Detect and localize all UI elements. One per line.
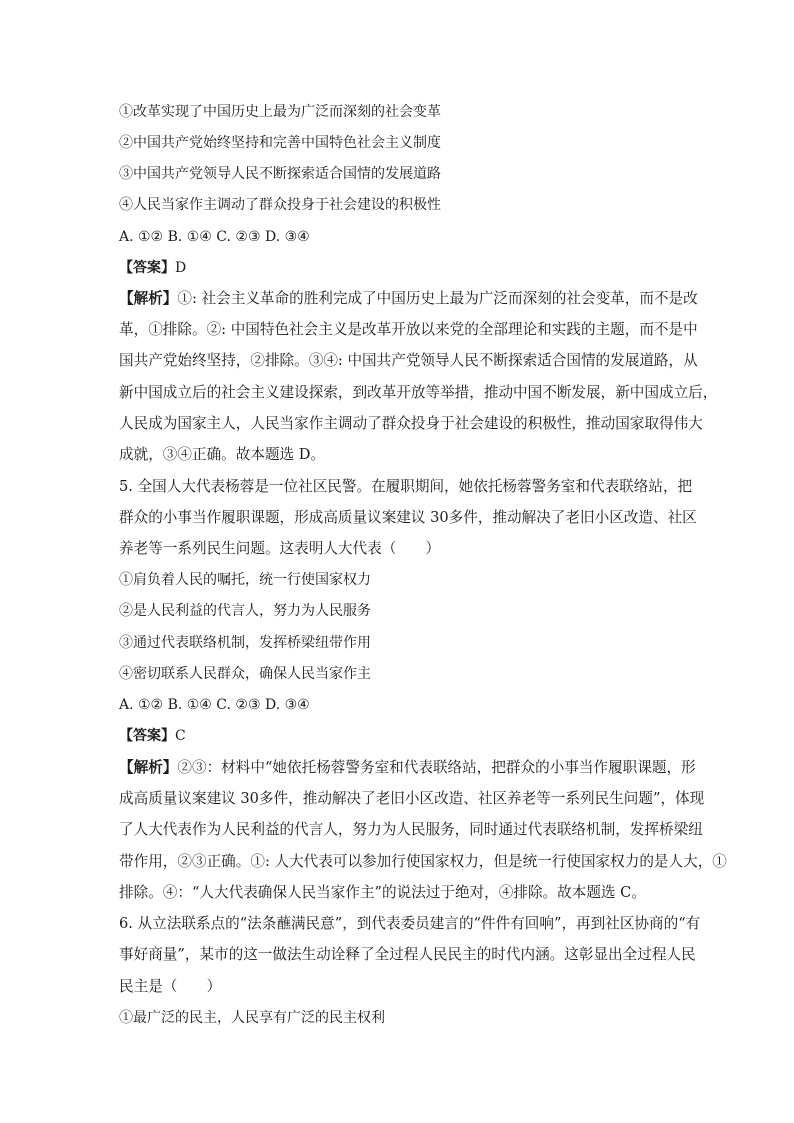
q4-analysis-line-3: 国共产党始终坚持，②排除。③④: 中国共产党领导人民不断探索适合国情的发展道路，从: [119, 352, 698, 369]
q5-option-1: ①肩负着人民的嘱托，统一行使国家权力: [119, 572, 371, 588]
analysis-tag: 【解析】: [119, 759, 178, 776]
q4-option-2: ②中国共产党始终坚持和完善中国特色社会主义制度: [119, 135, 441, 151]
q6-stem-line-1: 6. 从立法联系点的“法条蘸满民意”，到代表委员建言的“件件有回响”，再到社区协商的“有: [119, 915, 701, 932]
q4-option-1: ①改革实现了中国历史上最为广泛而深刻的社会变革: [119, 104, 441, 120]
q4-analysis-line-4: 新中国成立后的社会主义建设探索，到改革开放等举措，推动中国不断发展，新中国成立后，: [119, 384, 718, 401]
q5-stem-line-1: 5. 全国人大代表杨蓉是一位社区民警。在履职期间，她依托杨蓉警务室和代表联络站，把: [119, 478, 693, 495]
q4-analysis-line-1: [119, 291, 698, 307]
q5-stem-line-3: 养老等一系列民生问题。这表明人大代表（ ）: [119, 540, 441, 557]
q4-option-4: ④人民当家作主调动了群众投身于社会建设的积极性: [119, 197, 441, 213]
q5-analysis-line-4: 带作用，②③正确。①: 人大代表可以参加行使国家权力，但是统一行使国家权力的是人大，①: [119, 853, 727, 870]
q6-option-1: ①最广泛的民主，人民享有广泛的民主权利: [119, 1010, 385, 1026]
q4-answer: [119, 260, 186, 276]
q5-option-2: ②是人民利益的代言人，努力为人民服务: [119, 603, 371, 619]
q6-stem-line-2: 事好商量”，某市的这一做法生动诠释了全过程人民民主的时代内涵。这彰显出全过程人民: [119, 946, 696, 963]
q6-stem-line-3: 民主是（ ）: [119, 978, 222, 995]
answer-tag: 【答案】: [119, 260, 175, 276]
answer-tag: 【答案】: [119, 728, 175, 744]
analysis-tag: 【解析】: [119, 290, 178, 307]
answer-value: C: [175, 728, 186, 744]
q4-choices: A. ①② B. ①④ C. ②③ D. ③④: [119, 229, 310, 245]
q5-analysis-line-3: 了人大代表作为人民利益的代言人，努力为人民服务，同时通过代表联络机制，发挥桥梁纽: [119, 821, 703, 838]
q4-option-3: ③中国共产党领导人民不断探索适合国情的发展道路: [119, 166, 441, 182]
q4-analysis-line-2: 革，①排除。②: 中国特色社会主义是改革开放以来党的全部理论和实践的主题，而不是中: [119, 321, 698, 338]
q4-analysis-line-5: 人民成为国家主人，人民当家作主调动了群众投身于社会建设的积极性，推动国家取得伟大: [119, 415, 703, 432]
q5-option-4: ④密切联系人民群众，确保人民当家作主: [119, 666, 371, 682]
q5-choices: A. ①② B. ①④ C. ②③ D. ③④: [119, 697, 310, 713]
q4-analysis-line-6: 成就，③④正确。故本题选 D。: [119, 446, 326, 463]
answer-value: D: [175, 260, 187, 276]
analysis-text: ②③：材料中“她依托杨蓉警务室和代表联络站，把群众的小事当作履职课题，形: [177, 759, 696, 776]
q5-answer: [119, 728, 186, 744]
q5-stem-line-2: 群众的小事当作履职课题，形成高质量议案建议 30多件，推动解决了老旧小区改造、社区: [119, 509, 697, 526]
q5-analysis-line-1: [119, 760, 696, 776]
q5-option-3: ③通过代表联络机制，发挥桥梁纽带作用: [119, 635, 371, 651]
q5-analysis-line-5: 排除。④：“人大代表确保人民当家作主”的说法过于绝对，④排除。故本题选 C。: [119, 884, 646, 901]
q5-analysis-line-2: 成高质量议案建议 30多件，推动解决了老旧小区改造、社区养老等一系列民生问题”，体现: [119, 790, 705, 807]
analysis-text: ①: 社会主义革命的胜利完成了中国历史上最为广泛而深刻的社会变革，而不是改: [177, 290, 698, 307]
